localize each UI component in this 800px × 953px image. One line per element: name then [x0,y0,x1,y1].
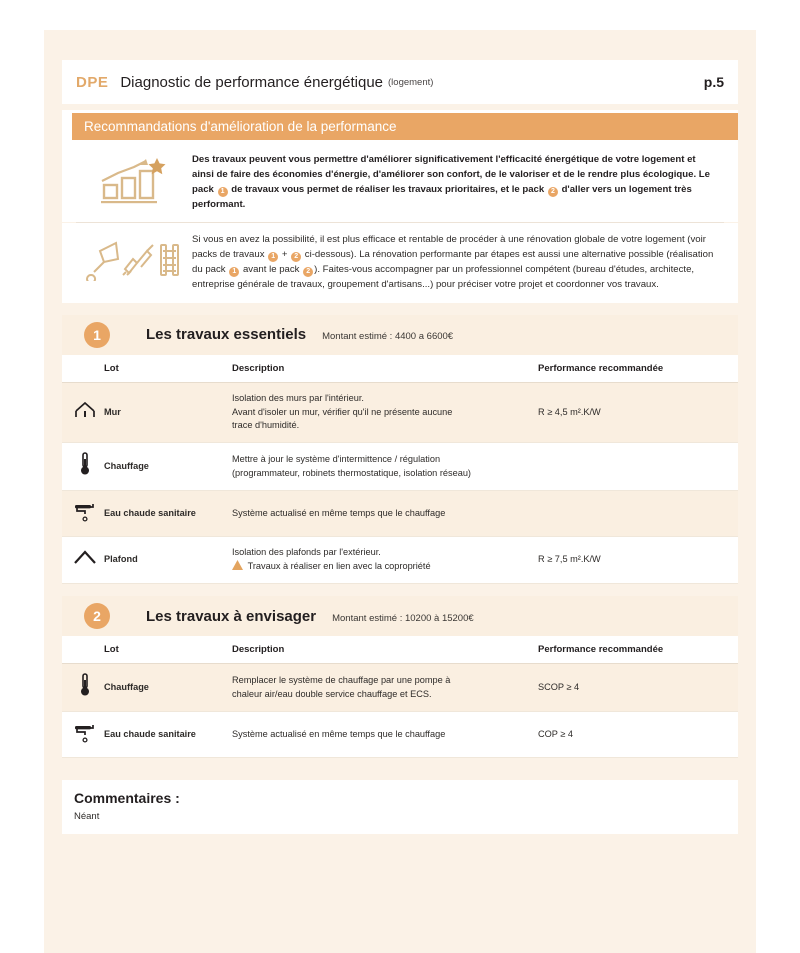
desc-line: Système actualisé en même temps que le chauffage [232,728,446,739]
intro-tools-part-5: ). Faites-vous accompagner par un professionnel compétent (bureau d'études, architecte, entreprise générale de travaux, groupement d'artisans...) pour préciser votre projet et coordonner vos travaux. [192,264,695,291]
pack-badge-1: 1 [84,322,110,348]
pack-1-table [62,355,738,585]
intro-block-growth [62,143,738,222]
pack-title-1: Les travaux essentiels [146,326,307,344]
pack-section-2 [62,596,738,758]
pack-title-2: Les travaux à envisager [146,607,317,625]
th-description: Description [232,355,538,383]
page-title: Diagnostic de performance énergétique [120,73,384,91]
thermometer-icon [62,664,104,712]
page-inner [62,60,738,834]
pack-chip-2: 2 [303,267,313,277]
comments-body: Néant [74,811,100,823]
ceiling-roof-icon [62,536,104,584]
desc-line: (programmateur, robinets thermostatique, isolation réseau) [232,467,471,478]
intro-tools-part-4: avant le pack [240,264,303,276]
pack-header-2 [62,596,738,636]
desc-line: Remplacer le système de chauffage par une pompe à [232,675,451,686]
table-row [62,712,738,758]
intro-growth-part-3: d'aller vers un logement très performant. [192,183,692,210]
table-row [62,664,738,712]
lot-performance: COP ≥ 4 [538,712,738,758]
lot-description [232,491,538,537]
intro-block-tools [62,223,738,302]
th-performance: Performance recommandée [538,355,738,383]
desc-line: chaleur air/eau double service chauffage et ECS. [232,688,432,699]
intro-text-tools [192,233,724,292]
th-lot: Lot [104,355,232,383]
th-description: Description [232,636,538,664]
lot-description [232,712,538,758]
lot-performance [538,491,738,537]
faucet-icon [62,712,104,758]
table-row [62,491,738,537]
lot-name: Mur [104,382,232,442]
lot-performance: R ≥ 7,5 m².K/W [538,536,738,584]
page-number: p.5 [703,74,724,90]
lot-name: Eau chaude sanitaire [104,712,232,758]
intro-tools-part-2: + [279,249,291,261]
table-header-row [62,636,738,664]
comments-section [62,780,738,834]
table-row [62,443,738,491]
growth-chart-star-icon [74,153,192,205]
page-subtitle: (logement) [388,76,434,88]
document-header [62,60,738,104]
lot-performance: R ≥ 4,5 m².K/W [538,382,738,442]
pack-badge-2: 2 [84,603,110,629]
lot-description [232,536,538,584]
pack-chip-2: 2 [548,187,558,197]
lot-performance: SCOP ≥ 4 [538,664,738,712]
pack-header-1 [62,315,738,355]
pack-amount-1: Montant estimé : 4400 a 6600€ [322,331,454,343]
desc-line: Système actualisé en même temps que le chauffage [232,507,446,518]
section-banner-wrapper [62,110,738,143]
table-row [62,382,738,442]
desc-line: Avant d'isoler un mur, vérifier qu'il ne présente aucune [232,406,453,417]
lot-name: Plafond [104,536,232,584]
desc-line: trace d'humidité. [232,420,300,431]
pack-2-table [62,636,738,758]
document-page [44,30,756,953]
lot-name: Chauffage [104,664,232,712]
wall-house-icon [62,382,104,442]
table-header-row [62,355,738,383]
th-icon-spacer [62,636,104,664]
faucet-icon [62,491,104,537]
intro-growth-part-1: Des travaux peuvent vous permettre d'améliorer significativement l'efficacité énergétique de votre logement et ainsi de faire des économies d'énergie, d'améliorer son confort, de le valoriser et de le rendre plus écologique. Le pack [192,154,710,195]
lot-name: Eau chaude sanitaire [104,491,232,537]
desc-line: Travaux à réaliser en lien avec la copropriété [247,560,431,571]
lot-description [232,443,538,491]
lot-description [232,382,538,442]
pack-chip-1: 1 [229,267,239,277]
intro-growth-part-2: de travaux vous permet de réaliser les travaux prioritaires, et le pack [228,183,547,195]
desc-line: Mettre à jour le système d'intermittence / régulation [232,453,441,464]
lot-name: Chauffage [104,443,232,491]
pack-section-1 [62,315,738,585]
thermometer-icon [62,443,104,491]
intro-text-growth [192,153,724,212]
dpe-logo: DPE [76,73,109,91]
lot-performance [538,443,738,491]
intro-tools-part-1: Si vous en avez la possibilité, il est plus efficace et rentable de procéder à une rénovation globale de votre logement (voir packs de travaux [192,234,706,261]
table-row [62,536,738,584]
pack-chip-1: 1 [218,187,228,197]
pack-chip-1: 1 [268,252,278,262]
desc-line: Isolation des plafonds par l'extérieur. [232,546,381,557]
section-banner-title: Recommandations d'amélioration de la performance [72,113,738,140]
comments-title: Commentaires : [74,790,180,807]
pack-amount-2: Montant estimé : 10200 à 15200€ [332,612,474,624]
desc-line: Isolation des murs par l'intérieur. [232,392,364,403]
th-performance: Performance recommandée [538,636,738,664]
pack-chip-2: 2 [291,252,301,262]
lot-description [232,664,538,712]
warning-triangle-icon [232,562,246,572]
th-icon-spacer [62,355,104,383]
intro-tools-part-3: ci-dessous). La rénovation performante par étapes est aussi une alternative possible (réalisation du pack [192,249,714,276]
th-lot: Lot [104,636,232,664]
renovation-tools-icon [74,233,192,281]
